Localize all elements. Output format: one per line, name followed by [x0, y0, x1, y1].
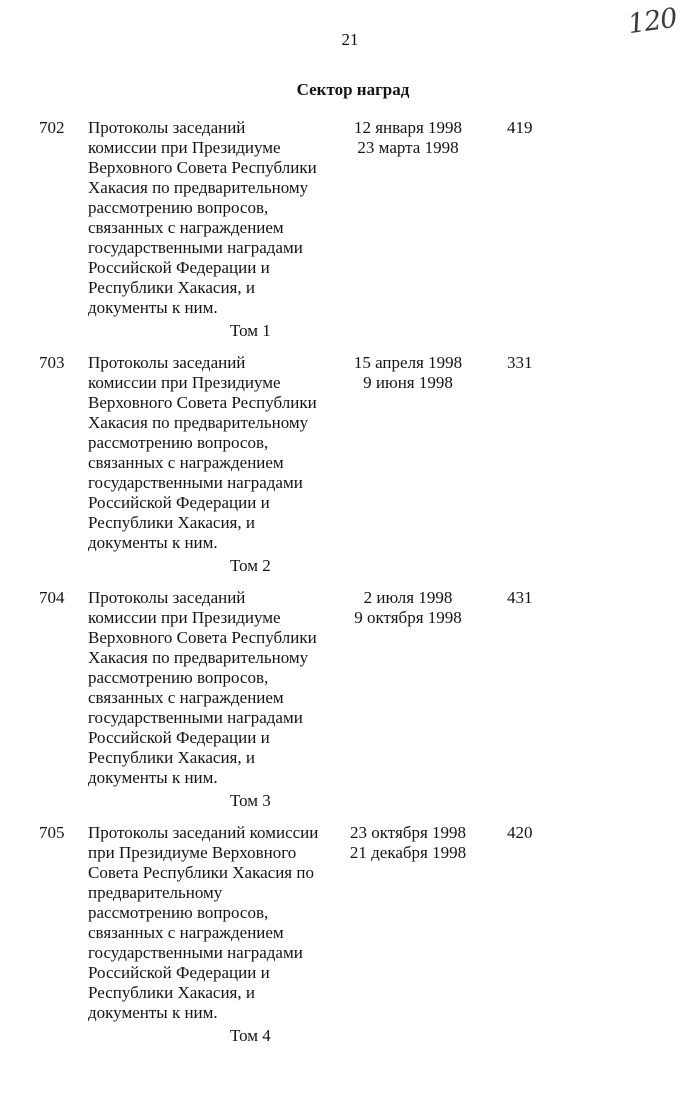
description-line: государственными наградами [88, 708, 303, 727]
description-line: Российской Федерации и [88, 963, 270, 982]
description-line: государственными наградами [88, 473, 303, 492]
description-line: Российской Федерации и [88, 493, 270, 512]
description-line: государственными наградами [88, 943, 303, 962]
description-line: документы к ним. [88, 298, 218, 317]
date-start: 2 июля 1998 [363, 588, 453, 607]
description-line: при Президиуме Верховного [88, 843, 297, 862]
description-line: связанных с награждением [88, 218, 284, 237]
description-line: Верховного Совета Республики [88, 628, 317, 647]
entry-sheet-count: 420 [507, 823, 533, 842]
date-start: 12 января 1998 [353, 118, 463, 137]
description-line: Протоколы заседаний [88, 353, 246, 372]
description-line: документы к ним. [88, 1003, 218, 1022]
handwritten-archive-number: 120 [626, 2, 679, 41]
description-line: Совета Республики Хакасия по [88, 863, 314, 882]
entry-volume: Том 3 [230, 791, 271, 810]
description-line: комиссии при Президиуме [88, 373, 281, 392]
entry-dates [336, 353, 480, 393]
entry-volume: Том 1 [230, 321, 271, 340]
description-line: рассмотрению вопросов, [88, 433, 269, 452]
entry-description [88, 823, 340, 1046]
entry-description [88, 588, 340, 811]
description-line: документы к ним. [88, 533, 218, 552]
description-line: рассмотрению вопросов, [88, 198, 269, 217]
description-line: Хакасия по предварительному [88, 413, 309, 432]
entry-description [88, 118, 340, 341]
entry-number: 704 [39, 588, 65, 607]
entry-sheet-count: 331 [507, 353, 533, 372]
entry-sheet-count: 419 [507, 118, 533, 137]
description-line: документы к ним. [88, 768, 218, 787]
entry-sheet-count: 431 [507, 588, 533, 607]
description-line: Республики Хакасия, и [88, 748, 255, 767]
description-line: Хакасия по предварительному [88, 648, 309, 667]
description-line: государственными наградами [88, 238, 303, 257]
entry-volume: Том 2 [230, 556, 271, 575]
description-line: рассмотрению вопросов, [88, 903, 269, 922]
entry-description [88, 353, 340, 576]
description-line: Протоколы заседаний [88, 588, 246, 607]
entry-number: 703 [39, 353, 65, 372]
date-end: 21 декабря 1998 [349, 843, 467, 862]
entry-number: 705 [39, 823, 65, 842]
description-line: Республики Хакасия, и [88, 513, 255, 532]
page-number: 21 [341, 30, 359, 49]
description-line: Верховного Совета Республики [88, 393, 317, 412]
description-line: Хакасия по предварительному [88, 178, 309, 197]
description-line: комиссии при Президиуме [88, 608, 281, 627]
description-line: Протоколы заседаний [88, 118, 246, 137]
description-line: Республики Хакасия, и [88, 278, 255, 297]
entry-volume: Том 4 [230, 1026, 271, 1045]
description-line: комиссии при Президиуме [88, 138, 281, 157]
entry-dates [336, 588, 480, 628]
description-line: рассмотрению вопросов, [88, 668, 269, 687]
description-line: Верховного Совета Республики [88, 158, 317, 177]
description-line: связанных с награждением [88, 688, 284, 707]
description-line: Российской Федерации и [88, 728, 270, 747]
description-line: Протоколы заседаний комиссии [88, 823, 319, 842]
description-line: связанных с награждением [88, 923, 284, 942]
date-start: 23 октября 1998 [349, 823, 467, 842]
description-line: предварительному [88, 883, 223, 902]
entry-number: 702 [39, 118, 65, 137]
date-end: 9 октября 1998 [354, 608, 462, 627]
date-start: 15 апреля 1998 [353, 353, 463, 372]
description-line: Российской Федерации и [88, 258, 270, 277]
description-line: связанных с награждением [88, 453, 284, 472]
date-end: 9 июня 1998 [363, 373, 453, 392]
description-line: Республики Хакасия, и [88, 983, 255, 1002]
date-end: 23 марта 1998 [357, 138, 459, 157]
entry-dates [336, 118, 480, 158]
section-title: Сектор наград [296, 80, 410, 99]
entry-dates [336, 823, 480, 863]
